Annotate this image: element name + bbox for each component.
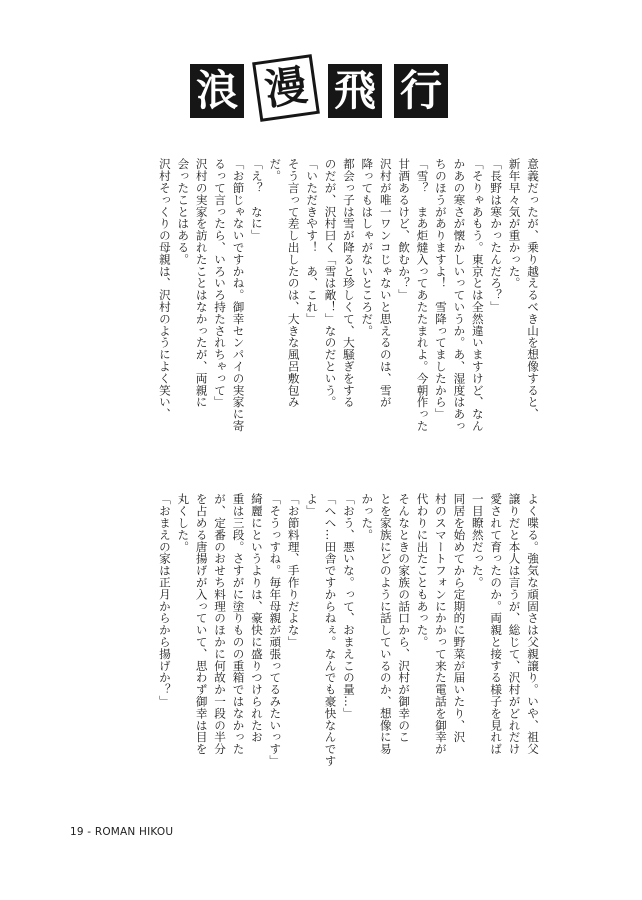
text-line: よ」 bbox=[305, 493, 320, 517]
upper-text-column bbox=[82, 158, 542, 474]
text-line: 「お節料理、手作りだよな」 bbox=[286, 493, 301, 648]
title-logo bbox=[190, 58, 452, 120]
text-line: 丸くした。 bbox=[176, 493, 191, 553]
text-line: 「いただきやす！ あ、これ」 bbox=[305, 158, 320, 325]
text-line: 「そりゃあもう。東京とは全然違いますけど、なん bbox=[470, 158, 485, 432]
text-line: 「へへ…田舎ですからねぇ。なんでも豪快なんです bbox=[323, 493, 338, 767]
text-line: 「え？ なに」 bbox=[249, 158, 264, 242]
text-line: 愛されて育ったのか。両親と接する様子を見れば bbox=[489, 493, 504, 755]
text-line: のだが、沢村曰く「雪は敵！」なのだという。 bbox=[323, 158, 338, 408]
text-line: 「雪？ まあ炬燵入ってあたたまれよ。今朝作った bbox=[415, 158, 430, 432]
page-footer: 19 - ROMAN HIKOU bbox=[70, 826, 174, 838]
text-line: 意義だったが、乗り越えるべき山を想像すると、 bbox=[526, 158, 540, 420]
text-line: を占める唐揚げが入っていて、思わず御幸は目を bbox=[194, 493, 209, 755]
text-line: 降ってもはしゃがないところだ。 bbox=[360, 158, 375, 337]
text-line: 新年早々気が重かった。 bbox=[507, 158, 522, 289]
text-line: ちのほうがありますよ！ 雪降ってましたから」 bbox=[433, 158, 448, 420]
text-line: 沢村が唯一ワンコじゃないと思えるのは、雪が bbox=[378, 158, 393, 408]
title-char-3: 飛 bbox=[328, 64, 382, 118]
text-line: 沢村の実家を訪れたことはなかったが、両親に bbox=[194, 158, 209, 408]
text-line: とを家族にどのように話しているのか、想像に易 bbox=[378, 493, 393, 755]
text-line: 都会っ子は雪が降ると珍しくて、大騒ぎをする bbox=[341, 158, 356, 408]
text-line: 重は三段。さすがに塗りものの重箱ではなかった bbox=[231, 493, 246, 755]
text-line: 会ったことはある。 bbox=[176, 158, 191, 266]
text-line: 綺麗にというよりは、豪快に盛りつけられたお bbox=[249, 493, 264, 743]
text-line: よく喋る。強気な頑固さは父親譲り。いや、祖父 bbox=[526, 493, 540, 755]
text-line: 甘酒あるけど、飲むか？」 bbox=[397, 158, 412, 301]
text-line: 代わりに出たこともあった。 bbox=[415, 493, 430, 648]
text-line: 一目瞭然だった。 bbox=[470, 493, 485, 589]
text-line: 「お節じゃないですかね。御幸センパイの実家に寄 bbox=[231, 158, 246, 432]
text-line: 村のスマートフォンにかかって来た電話を御幸が bbox=[433, 493, 448, 755]
text-line: るって言ったら、いろいろ持たされちゃって」 bbox=[213, 158, 228, 408]
text-line: そんなときの家族の話口から、沢村が御幸のこ bbox=[397, 493, 412, 743]
title-char-4: 行 bbox=[394, 64, 448, 118]
text-line: 「おう、悪いな。って、おまえこの量…」 bbox=[341, 493, 356, 720]
text-line: 「そうっすね。毎年母親が頑張ってるみたいっす」 bbox=[268, 493, 283, 767]
text-line: 「おまえの家は正月からから揚げか？」 bbox=[157, 493, 172, 708]
text-line: そう言って差し出したのは、大きな風呂敷包み bbox=[286, 158, 301, 408]
text-line: が、定番のおせち料理のほかに何故か一段の半分 bbox=[213, 493, 228, 755]
text-line: 「長野は寒かったんだろ？」 bbox=[489, 158, 504, 313]
text-line: 沢村そっくりの母親は、沢村のようによく笑い、 bbox=[157, 158, 172, 420]
text-line: だ。 bbox=[268, 158, 283, 182]
text-line: 譲りだと本人は言うが、総じて、沢村がどれだけ bbox=[507, 493, 522, 755]
lower-text-column bbox=[82, 493, 542, 809]
title-char-2: 漫 bbox=[252, 54, 320, 122]
text-line: かった。 bbox=[360, 493, 375, 541]
title-char-1: 浪 bbox=[190, 64, 244, 118]
text-line: かあの寒さが懐かしいっていうか。あ、湿度はあっ bbox=[452, 158, 467, 432]
text-line: 同居を始めてから定期的に野菜が届いたり、沢 bbox=[452, 493, 467, 743]
